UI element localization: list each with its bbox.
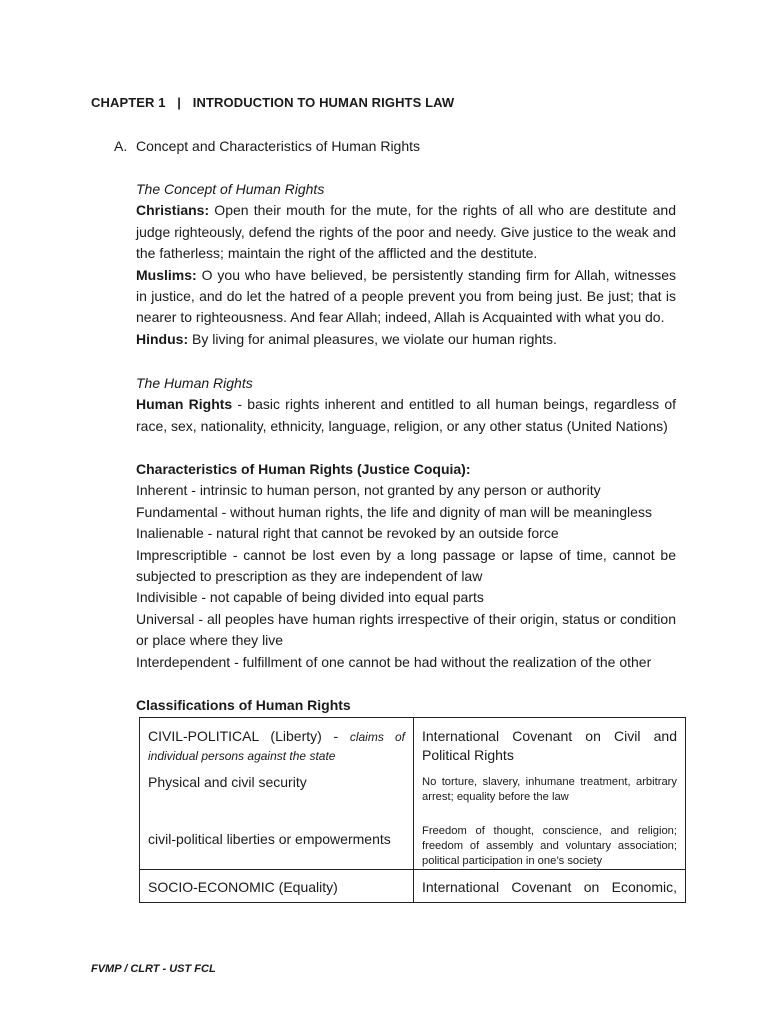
table-cell: [414, 718, 686, 766]
page-footer: FVMP / CLRT - UST FCL: [91, 963, 216, 975]
liberties-desc: Freedom of thought, conscience, and religion; freedom of assembly and voluntary association; political participation in one’s society: [422, 825, 677, 867]
table-row: [140, 765, 686, 817]
table-cell: [140, 817, 414, 870]
muslims-paragraph: [136, 265, 676, 329]
classifications-table: [139, 717, 686, 903]
human-rights-block: [136, 373, 676, 437]
table-row: [140, 870, 686, 903]
characteristic-item: Imprescriptible - cannot be lost even by a long passage or lapse of time, cannot be subjected to prescription as they are independent of law: [136, 546, 676, 585]
characteristics-block: [136, 459, 676, 673]
chapter-title: INTRODUCTION TO HUMAN RIGHTS LAW: [192, 95, 455, 110]
classifications-heading: Classifications of Human Rights: [136, 697, 351, 713]
liberties-label: civil-political liberties or empowerments: [148, 831, 391, 847]
table-cell: [140, 870, 414, 903]
table-cell: [414, 870, 686, 903]
civil-political-note: claims of individual persons against the state: [148, 730, 405, 763]
physical-security-label: Physical and civil security: [148, 774, 307, 790]
muslims-label: Muslims:: [136, 266, 197, 283]
human-rights-label: Human Rights: [136, 396, 233, 413]
characteristic-item: Inherent - intrinsic to human person, not granted by any person or authority: [136, 482, 601, 499]
human-rights-heading: The Human Rights: [136, 375, 253, 391]
christians-label: Christians:: [136, 202, 210, 219]
human-rights-text: - basic rights inherent and entitled to all human beings, regardless of race, sex, nationality, ethnicity, language, religion, or any other status (United Nations): [136, 396, 677, 434]
christians-paragraph: [136, 200, 676, 264]
characteristic-item: Indivisible - not capable of being divided into equal parts: [136, 589, 484, 606]
table-cell: [414, 817, 686, 870]
characteristic-item: Universal - all peoples have human rights irrespective of their origin, status or condition or place where they live: [136, 610, 676, 649]
chapter-number: CHAPTER 1: [91, 95, 166, 110]
socio-economic-desc: International Covenant on Economic,: [422, 879, 677, 895]
characteristic-item: Inalienable - natural right that cannot be revoked by an outside force: [136, 525, 559, 542]
section-a-heading: [114, 138, 420, 154]
concept-heading: The Concept of Human Rights: [136, 181, 325, 197]
section-letter: A.: [114, 138, 128, 154]
table-row: [140, 718, 686, 766]
civil-political-label: CIVIL-POLITICAL (Liberty) -: [148, 728, 339, 744]
christians-text: Open their mouth for the mute, for the rights of all who are destitute and judge righteously, defend the rights of the poor and needy. Give justice to the weak and the fatherless; maintain the right of the afflicted and the destitute.: [136, 202, 676, 262]
table-cell: [414, 765, 686, 817]
human-rights-definition: [136, 394, 676, 437]
concept-block: [136, 179, 676, 350]
iccpr-text: International Covenant on Civil and Political Rights: [422, 728, 677, 763]
hindus-paragraph: [136, 329, 676, 350]
physical-security-desc: No torture, slavery, inhumane treatment, arbitrary arrest; equality before the law: [422, 776, 677, 803]
civil-political-cell: [140, 718, 413, 765]
table-cell: [140, 718, 414, 766]
chapter-heading: [91, 95, 454, 110]
table-cell: [140, 765, 414, 817]
section-title: Concept and Characteristics of Human Rights: [136, 138, 421, 154]
muslims-text: O you who have believed, be persistently standing firm for Allah, witnesses in justice, and do let the hatred of a people prevent you from being just. Be just; that is nearer to righteousness. And fear Allah; indeed, Allah is Acquainted with what you do.: [136, 266, 676, 326]
table-row: [140, 817, 686, 870]
socio-economic-label: SOCIO-ECONOMIC (Equality): [148, 879, 338, 895]
characteristics-heading: Characteristics of Human Rights (Justice Coquia):: [136, 461, 471, 477]
hindus-label: Hindus:: [136, 330, 189, 347]
characteristic-item: Interdependent - fulfillment of one cannot be had without the realization of the other: [136, 653, 652, 670]
hindus-text: By living for animal pleasures, we violate our human rights.: [188, 330, 557, 347]
characteristic-item: Fundamental - without human rights, the life and dignity of man will be meaningless: [136, 503, 652, 520]
chapter-separator: |: [177, 95, 182, 110]
